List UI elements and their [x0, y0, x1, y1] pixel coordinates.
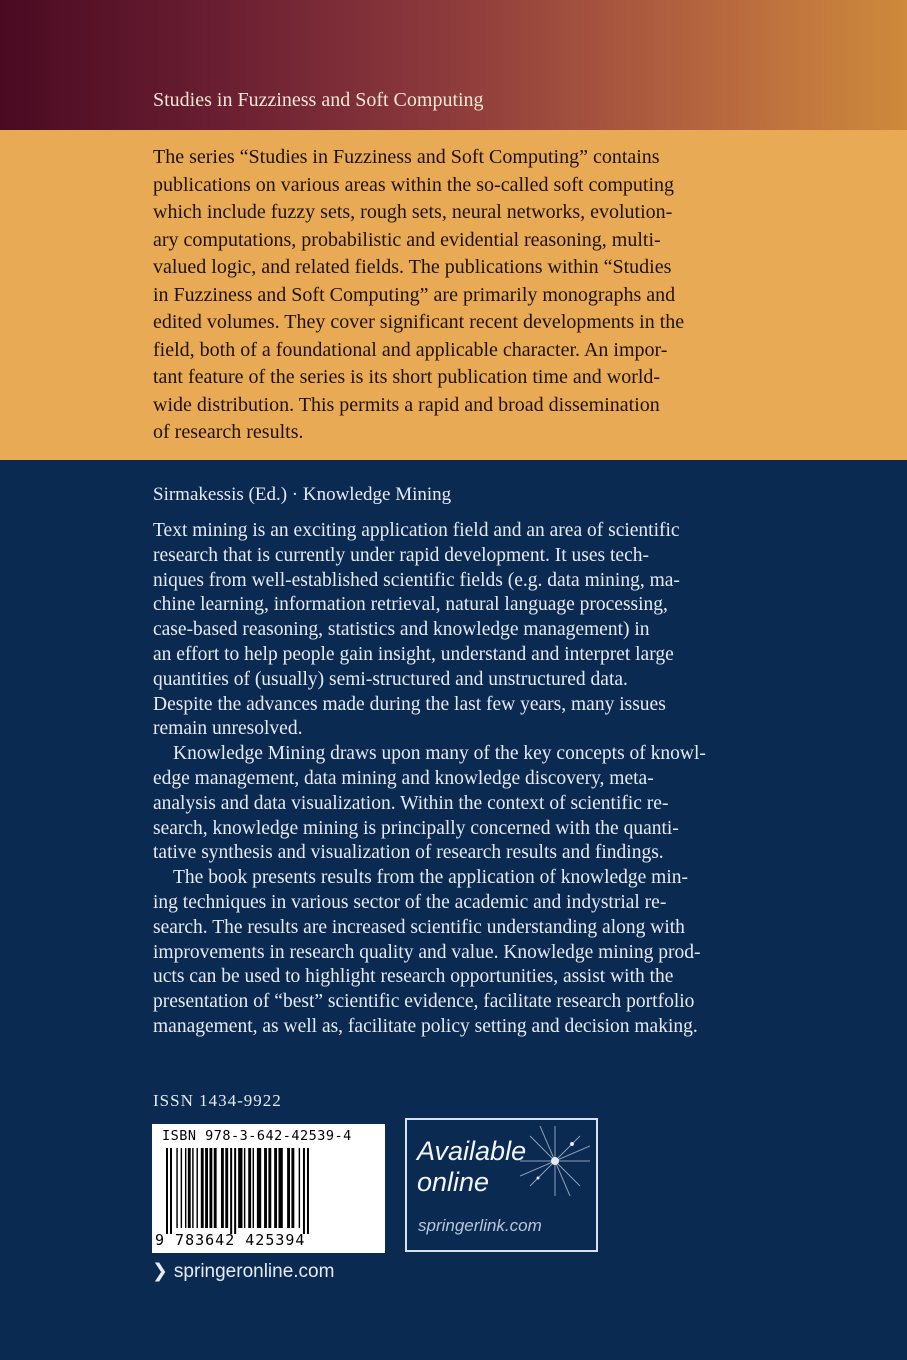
book-description — [153, 519, 753, 1040]
available-online-title: Available online — [417, 1136, 527, 1197]
book-description-line: management, as well as, facilitate policy setting and decision making. — [153, 1015, 698, 1037]
barcode-bar — [234, 1148, 236, 1234]
barcode-bar — [209, 1148, 212, 1228]
barcode-bar — [253, 1148, 254, 1228]
barcode-bar — [299, 1148, 300, 1228]
series-description-line: field, both of a foundational and applicable character. An impor- — [153, 338, 668, 361]
chevron-right-icon: ❯ — [152, 1261, 168, 1282]
barcode-bar — [291, 1148, 294, 1228]
barcode-bar — [244, 1148, 245, 1228]
book-description-line: tative synthesis and visualization of research results and findings. — [153, 842, 664, 864]
book-author-title: Sirmakessis (Ed.) · Knowledge Mining — [153, 484, 452, 505]
barcode-bar — [205, 1148, 208, 1228]
barcode-bar — [307, 1148, 309, 1234]
barcode-bar — [248, 1148, 251, 1228]
series-description-line: publications on various areas within the so-called soft computing — [153, 173, 674, 196]
isbn-barcode — [152, 1124, 385, 1253]
series-description-line: The series “Studies in Fuzziness and Soft Computing” contains — [153, 146, 660, 168]
series-description-line: ary computations, probabilistic and evidential reasoning, multi- — [153, 228, 661, 251]
book-description-line: search, knowledge mining is principally concerned with the quanti- — [153, 817, 679, 839]
barcode-bar — [278, 1148, 282, 1228]
book-description-line: chine learning, information retrieval, natural language processing, — [153, 594, 668, 616]
book-description-line: search. The results are increased scientific understanding along with — [153, 916, 685, 938]
series-description-line: wide distribution. This permits a rapid and broad dissemination — [153, 393, 660, 416]
series-title: Studies in Fuzziness and Soft Computing — [153, 89, 484, 111]
series-description — [153, 144, 745, 447]
barcode-bar — [264, 1148, 267, 1228]
book-description-paragraph — [153, 519, 753, 742]
book-description-line: remain unresolved. — [153, 718, 303, 740]
book-description-paragraph — [153, 742, 753, 866]
book-description-line: case-based reasoning, statistics and knowledge management) in — [153, 619, 650, 641]
isbn-label: ISBN 978-3-642-42539-4 — [162, 1128, 352, 1144]
springeronline-link[interactable] — [152, 1260, 334, 1283]
barcode-bar — [181, 1148, 182, 1228]
available-online-badge[interactable] — [405, 1118, 598, 1252]
book-description-line: Despite the advances made during the last few years, many issues — [153, 693, 666, 715]
book-description-line: ing techniques in various sector of the academic and indystrial re- — [153, 891, 667, 913]
book-description-line: quantities of (usually) semi-structured and unstructured data. — [153, 668, 628, 690]
book-description-paragraph — [153, 866, 753, 1040]
barcode-bar — [221, 1148, 224, 1228]
barcode-bar — [192, 1148, 193, 1228]
book-description-line: improvements in research quality and value. Knowledge mining prod- — [153, 941, 701, 963]
issn-number: ISSN 1434-9922 — [153, 1091, 282, 1110]
book-description-line: analysis and data visualization. Within the context of scientific re- — [153, 792, 669, 814]
series-description-line: tant feature of the series is its short publication time and world- — [153, 366, 661, 388]
sparkle-icon — [520, 1126, 590, 1196]
book-description-line: edge management, data mining and knowledge discovery, meta- — [153, 767, 654, 789]
barcode-bar — [225, 1148, 228, 1228]
barcode-bar — [185, 1148, 186, 1228]
barcode-bar — [238, 1148, 242, 1228]
springerlink-url[interactable]: springerlink.com — [418, 1216, 542, 1235]
barcode-bar — [170, 1148, 172, 1234]
series-description-line: in Fuzziness and Soft Computing” are primarily monographs and — [153, 283, 676, 306]
book-description-line: ucts can be used to highlight research opportunities, assist with the — [153, 966, 674, 988]
book-description-line: an effort to help people gain insight, understand and interpret large — [153, 643, 674, 665]
book-description-line: niques from well-established scientific fields (e.g. data mining, ma- — [153, 569, 680, 591]
barcode-bar — [196, 1148, 197, 1228]
series-description-line: edited volumes. They cover significant recent developments in the — [153, 311, 685, 333]
barcode-bars — [166, 1148, 372, 1234]
barcode-digits: 9 783642 425394 — [155, 1231, 306, 1249]
barcode-bar — [176, 1148, 177, 1228]
barcode-bar — [188, 1148, 191, 1228]
barcode-bar — [230, 1148, 232, 1234]
barcode-bar — [303, 1148, 305, 1234]
book-description-line: Knowledge Mining draws upon many of the key concepts of knowl- — [173, 743, 706, 765]
barcode-bar — [287, 1148, 290, 1228]
series-description-line: of research results. — [153, 421, 304, 443]
barcode-bar — [201, 1148, 204, 1228]
barcode-bar — [257, 1148, 261, 1228]
series-description-line: which include fuzzy sets, rough sets, neural networks, evolution- — [153, 201, 673, 223]
barcode-bar — [268, 1148, 271, 1228]
book-description-line: presentation of “best” scientific evidence, facilitate research portfolio — [153, 991, 695, 1013]
series-description-line: valued logic, and related fields. The publications within “Studies — [153, 256, 672, 278]
book-description-line: Text mining is an exciting application field and an area of scientific — [153, 520, 680, 541]
barcode-bar — [214, 1148, 217, 1228]
barcode-bar — [166, 1148, 168, 1234]
barcode-bar — [274, 1148, 277, 1228]
book-description-line: research that is currently under rapid development. It uses tech- — [153, 544, 649, 566]
springeronline-url: springeronline.com — [173, 1261, 335, 1282]
book-description-line: The book presents results from the application of knowledge min- — [173, 867, 688, 889]
